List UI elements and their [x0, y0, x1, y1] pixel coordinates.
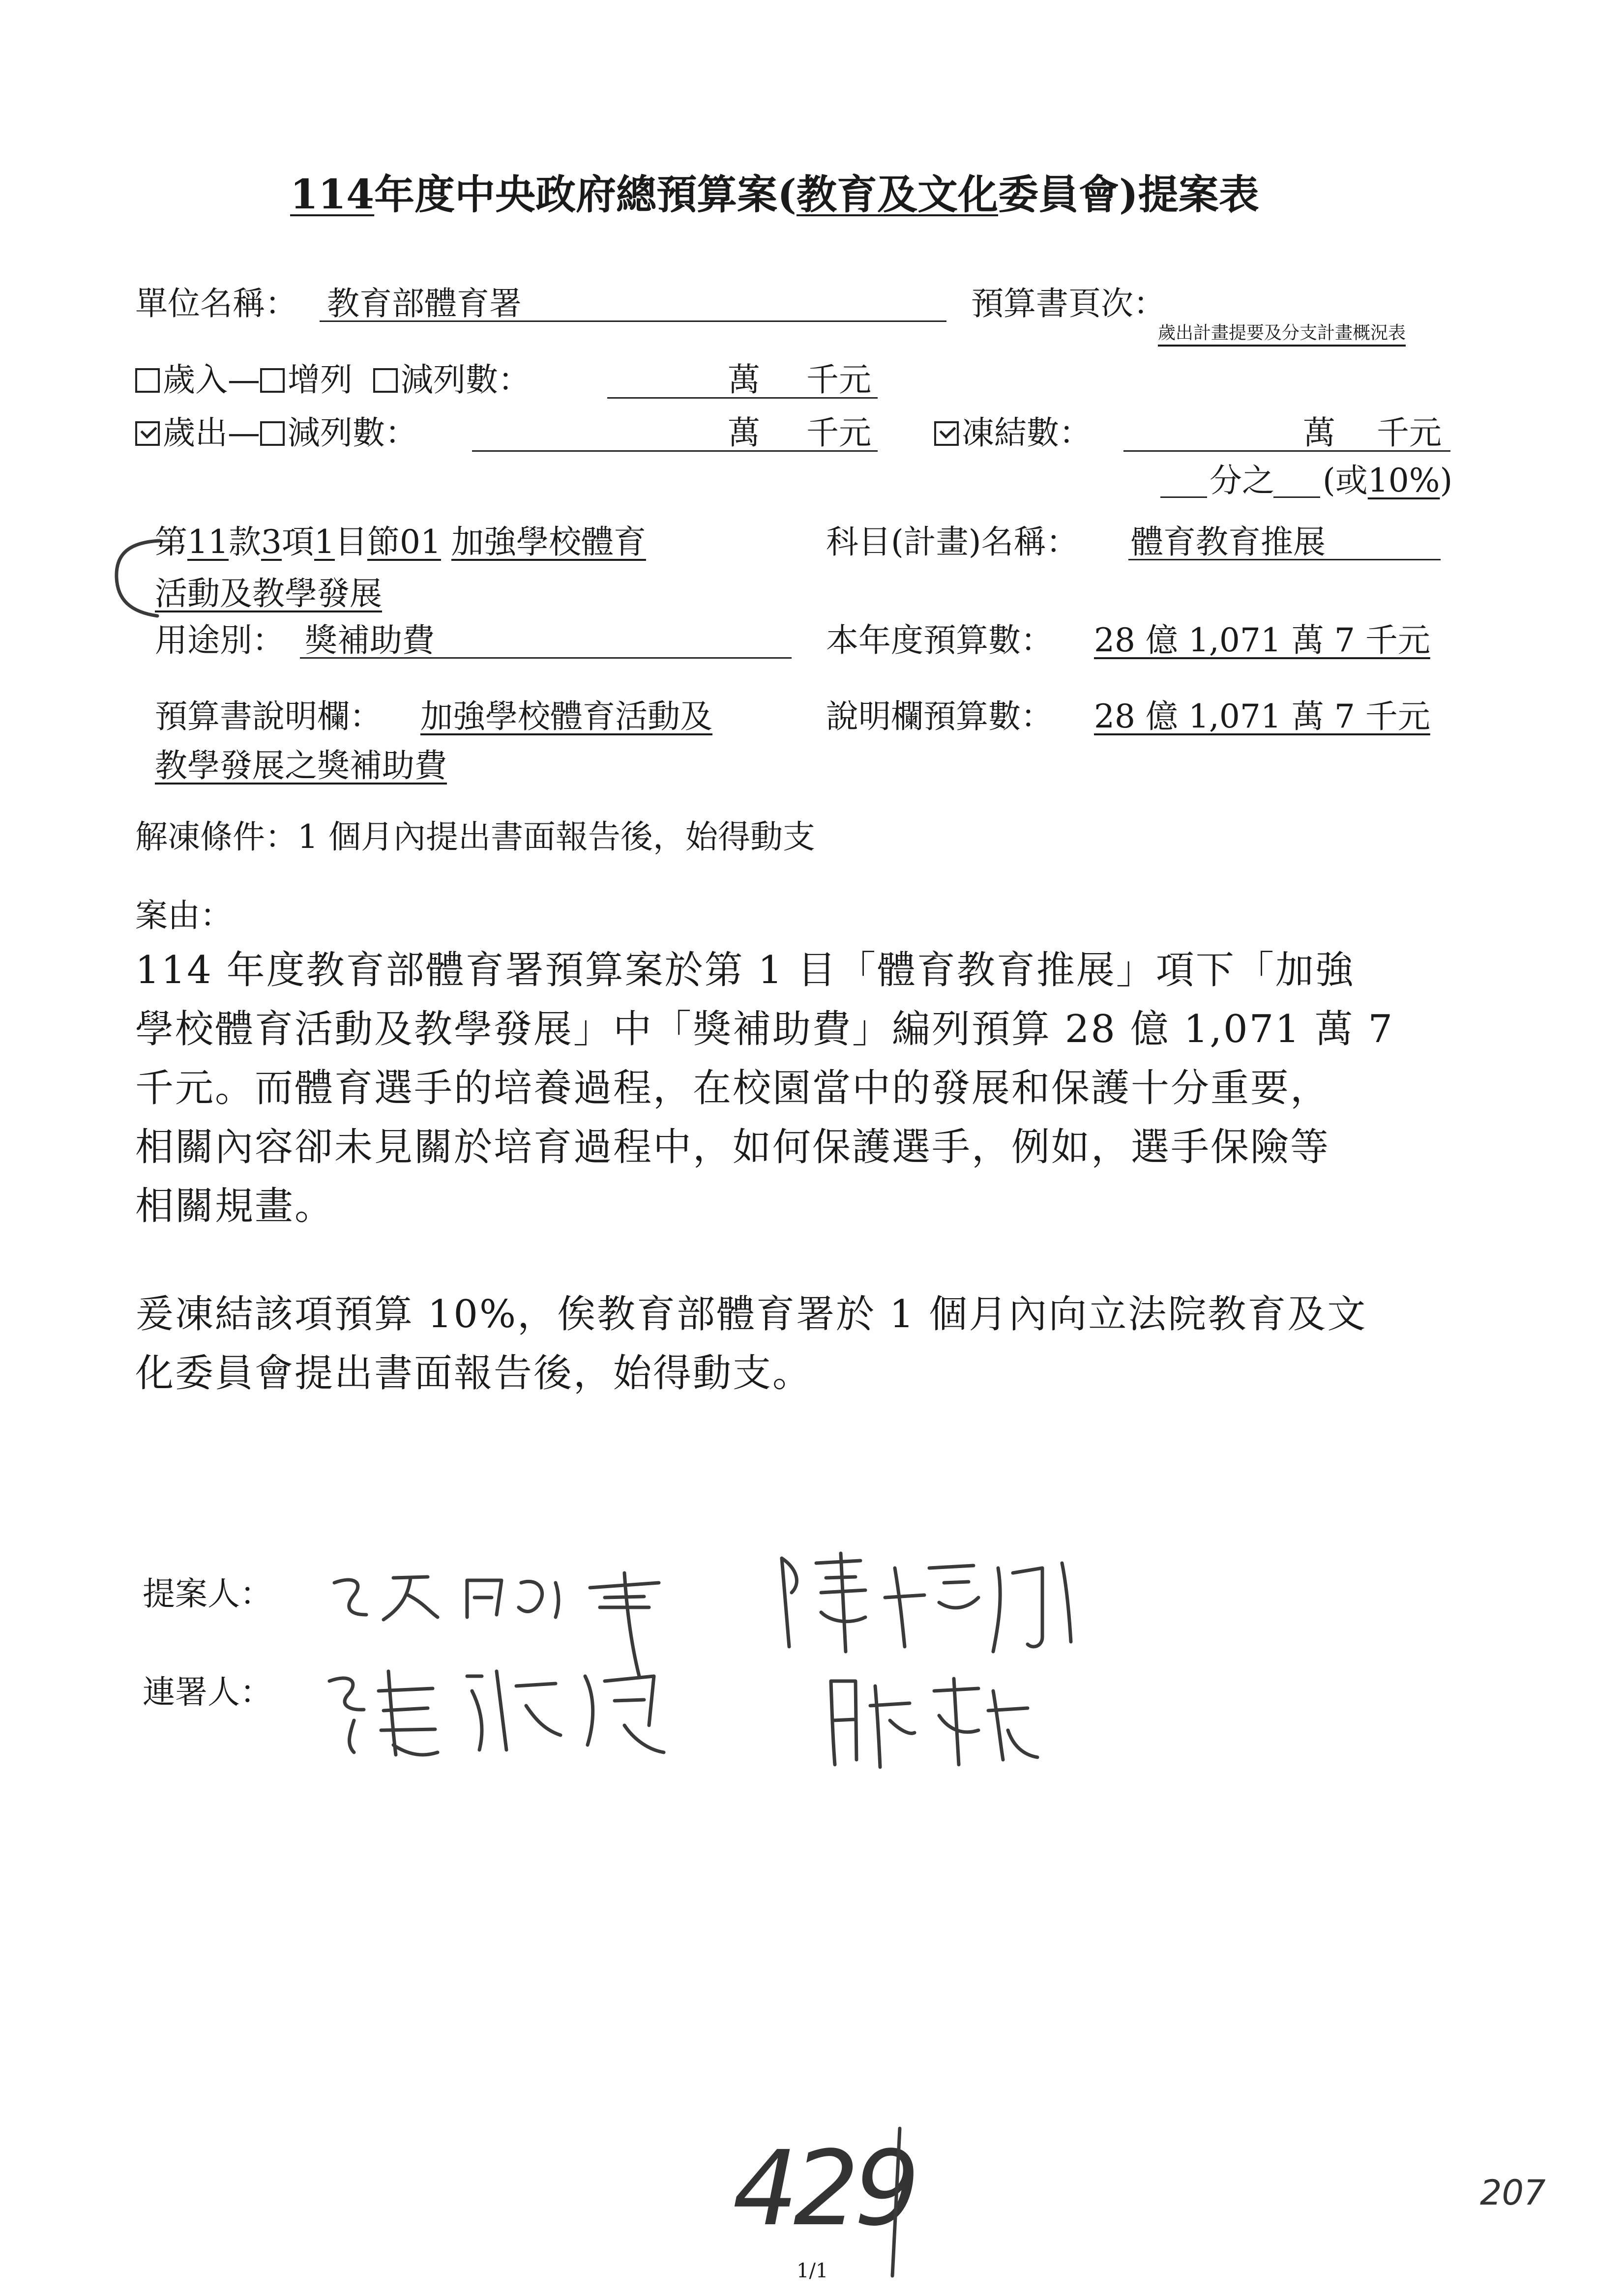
subject-value: 體育教育推展 — [1131, 523, 1326, 561]
usage-value: 獎補助費 — [305, 621, 435, 659]
expense-qian: 千元 — [806, 414, 871, 452]
expense-checkbox[interactable] — [135, 421, 160, 446]
item-mu: 目 — [334, 523, 367, 561]
expense-decrease-label: 減列數： — [288, 414, 417, 452]
reason-line: 相關內容卻未見關於培育過程中，如何保護選手，例如，選手保險等 — [135, 1125, 1330, 1169]
annual-budget-value: 28 億 1,071 萬 7 千元 — [1094, 621, 1430, 659]
revenue-checkbox[interactable] — [135, 368, 160, 393]
budget-page-note: 歲出計畫提要及分支計畫概況表 — [1158, 323, 1406, 343]
freeze-checkbox[interactable] — [934, 421, 959, 446]
title-committee: 教育及文化 — [796, 171, 998, 218]
fraction-fen-zhi: 分之 — [1210, 462, 1274, 499]
cosigner-signature-1 — [320, 1647, 693, 1774]
unit-label: 單位名稱： — [135, 285, 297, 322]
page-number: 1/1 — [797, 2260, 828, 2282]
reason-line: 114 年度教育部體育署預算案於第 1 目「體育教育推展」項下「加強 — [135, 948, 1355, 992]
usage-underline — [300, 657, 792, 659]
description-budget-label: 說明欄預算數： — [826, 698, 1053, 735]
fraction-or-open: (或 — [1323, 462, 1368, 499]
revenue-qian: 千元 — [806, 361, 871, 399]
reason-conclusion-line: 化委員會提出書面報告後，始得動支。 — [135, 1351, 813, 1395]
revenue-decrease-checkbox[interactable] — [373, 368, 398, 393]
item-jie: 節 — [367, 523, 400, 561]
fraction-denominator-blank — [1273, 496, 1320, 498]
item-code-num: 01 — [399, 523, 441, 561]
usage-label: 用途別： — [155, 621, 285, 659]
reason-label: 案由： — [135, 897, 233, 934]
proposer-signature-2 — [767, 1539, 1092, 1666]
description-label: 預算書說明欄： — [155, 698, 382, 735]
annual-budget-label: 本年度預算數： — [826, 621, 1053, 659]
title-post: 委員會)提案表 — [998, 171, 1259, 218]
revenue-decrease-label: 減列數： — [400, 361, 531, 399]
title-pre: 年度中央政府總預算案( — [374, 171, 797, 218]
reason-line: 千元。而體育選手的培養過程，在校園當中的發展和保護十分重要， — [135, 1066, 1330, 1110]
title-year: 114 — [290, 171, 375, 218]
unfreeze-condition: 解凍條件：1 個月內提出書面報告後，始得動支 — [135, 818, 815, 856]
handwritten-corner-number: 207 — [1480, 2173, 1546, 2213]
cosigner-signature-2 — [816, 1661, 1092, 1779]
expense-wan: 萬 — [728, 414, 760, 452]
freeze-qian: 千元 — [1377, 414, 1442, 452]
revenue-wan: 萬 — [728, 361, 760, 399]
item-xiang: 項 — [281, 523, 314, 561]
unit-underline — [320, 320, 946, 322]
description-value-line2: 教學發展之獎補助費 — [155, 747, 447, 785]
handwritten-page-number: 429 — [733, 2128, 915, 2249]
budget-page-label: 預算書頁次： — [971, 285, 1166, 322]
item-kuan-num: 11 — [187, 523, 229, 561]
reason-line: 學校體育活動及教學發展」中「獎補助費」編列預算 28 億 1,071 萬 7 — [135, 1007, 1394, 1051]
item-kuan: 款 — [228, 523, 261, 561]
increase-checkbox[interactable] — [260, 368, 285, 393]
freeze-wan: 萬 — [1303, 414, 1335, 452]
fraction-numerator-blank — [1160, 496, 1207, 498]
unit-value: 教育部體育署 — [327, 285, 522, 322]
page-title — [290, 171, 1259, 218]
fraction-percent: 10% — [1367, 462, 1440, 499]
freeze-row — [934, 414, 1092, 452]
proposer-label: 提案人： — [143, 1575, 272, 1613]
cosigner-label: 連署人： — [143, 1673, 272, 1711]
fraction-close: ) — [1440, 462, 1453, 499]
item-mu-num: 1 — [314, 523, 335, 561]
expense-row — [135, 414, 417, 452]
item-di: 第 — [155, 523, 187, 561]
item-name-line1: 加強學校體育 — [451, 523, 646, 561]
description-budget-value: 28 億 1,071 萬 7 千元 — [1094, 698, 1430, 735]
reason-line: 相關規畫。 — [135, 1184, 335, 1228]
item-xiang-num: 3 — [261, 523, 282, 561]
item-code — [155, 523, 646, 561]
fraction-or — [1323, 462, 1453, 499]
description-value-line1: 加強學校體育活動及 — [420, 698, 712, 735]
reason-conclusion-line: 爰凍結該項預算 10%，俟教育部體育署於 1 個月內向立法院教育及文 — [135, 1292, 1367, 1337]
subject-underline — [1128, 559, 1441, 560]
revenue-label: 歲入— — [163, 361, 260, 399]
increase-label: 增列 — [288, 361, 353, 399]
revenue-row — [135, 361, 531, 399]
expense-decrease-checkbox[interactable] — [260, 421, 285, 446]
expense-label: 歲出— — [163, 414, 260, 452]
freeze-label: 凍結數： — [962, 414, 1092, 452]
handwritten-stroke — [880, 2123, 910, 2281]
item-name-line2: 活動及教學發展 — [155, 575, 382, 612]
subject-label: 科目(計畫)名稱： — [826, 523, 1079, 561]
